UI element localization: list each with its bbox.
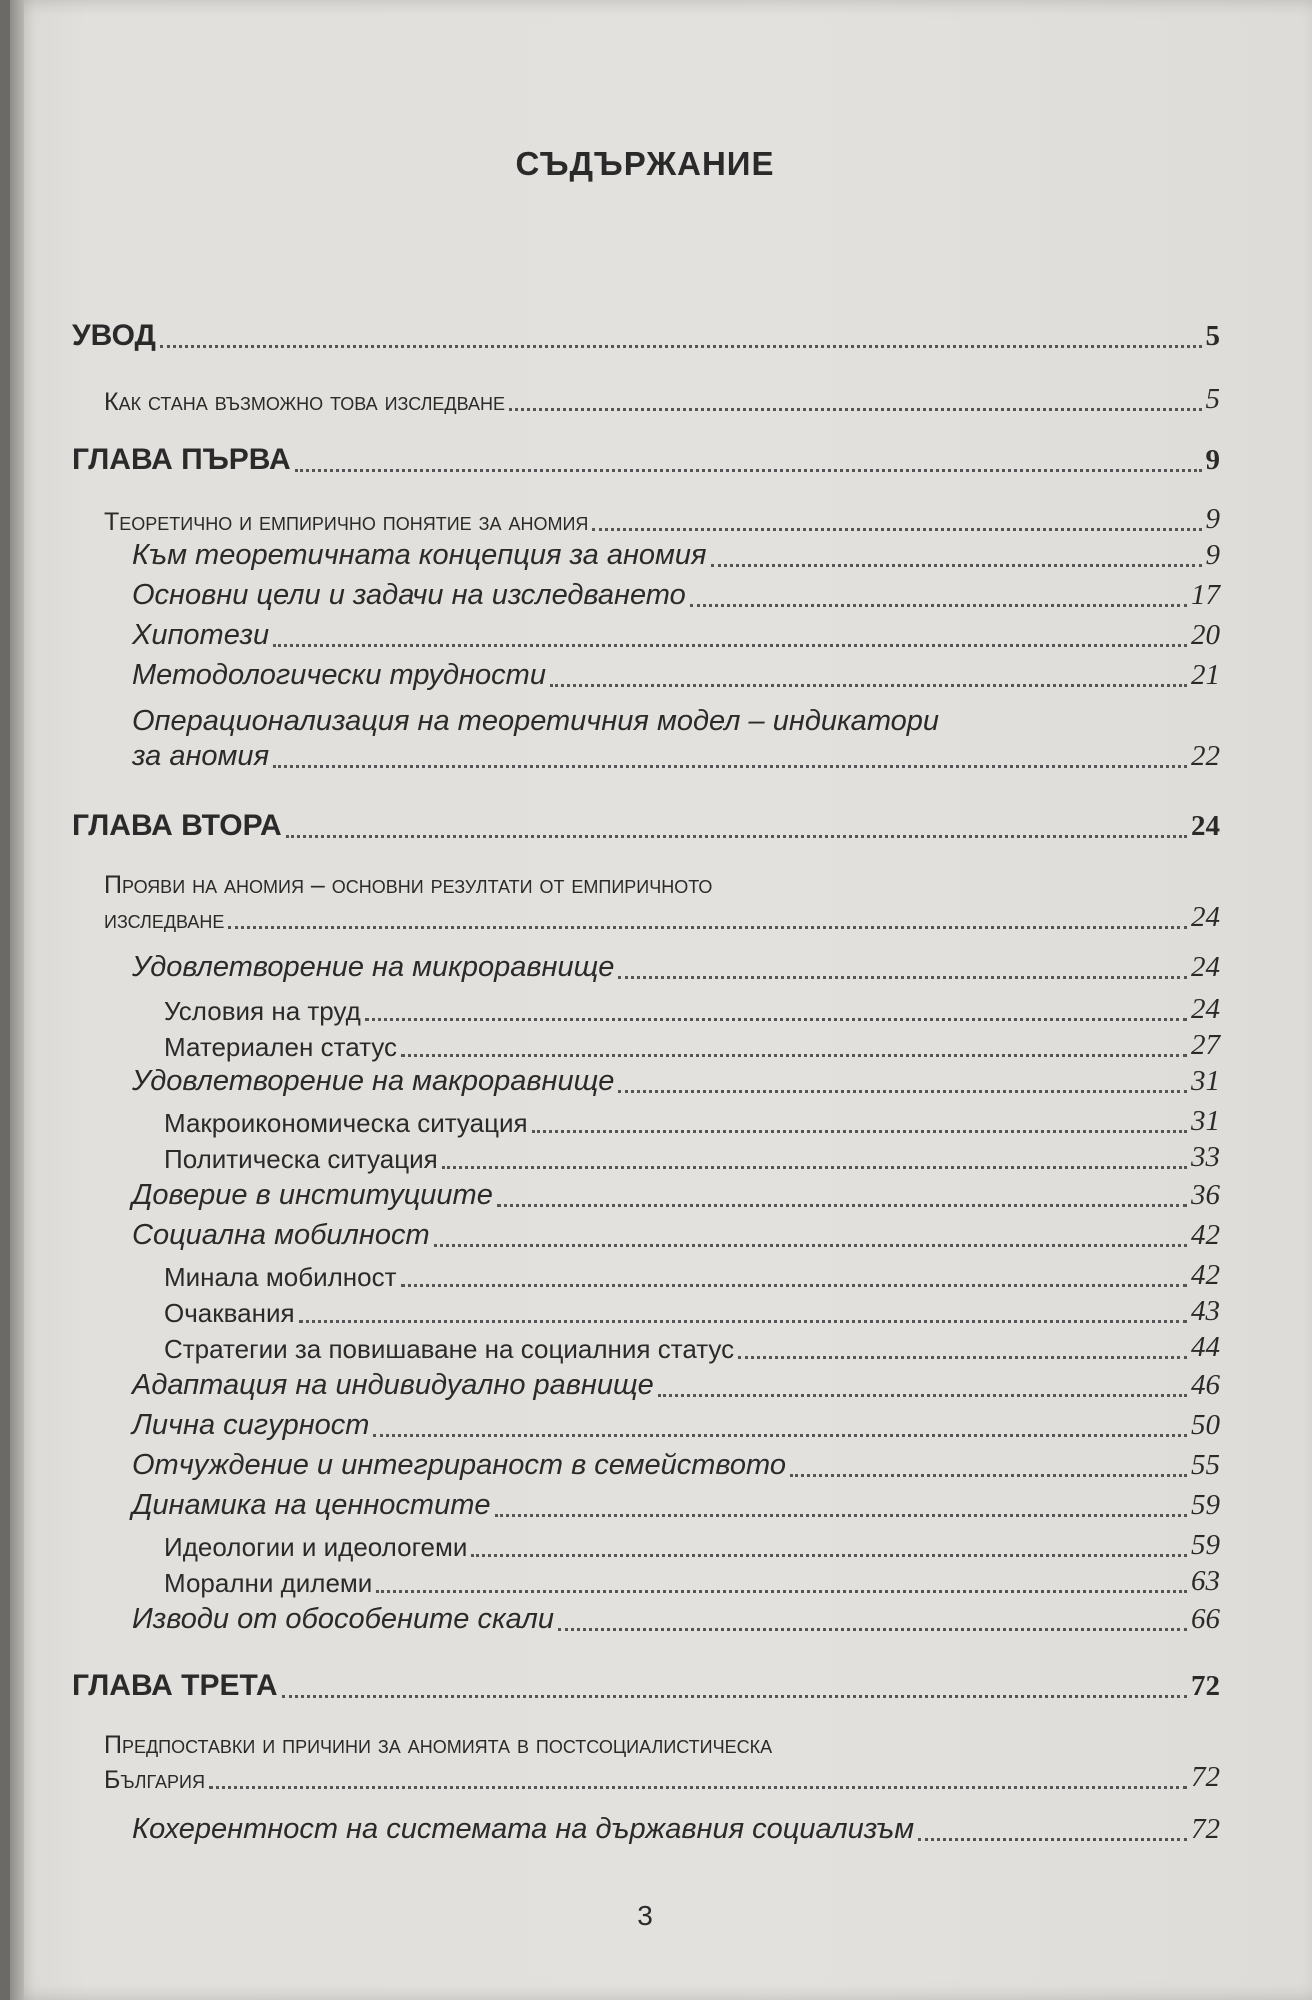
- toc-entry-title: ГЛАВА ВТОРА: [72, 809, 282, 842]
- toc-entry-title: Отчуждение и интегрираност в семейството: [132, 1449, 786, 1481]
- toc-entry-title: Удовлетворение на макроравнище: [132, 1065, 615, 1097]
- toc-subsubsection: [164, 1104, 1220, 1139]
- page-title: СЪДЪРЖАНИЕ: [515, 145, 775, 182]
- toc-subsection: [132, 1408, 1220, 1443]
- toc-page-number: 72: [1191, 1813, 1220, 1845]
- dot-leader: [790, 1474, 1187, 1477]
- toc-entry-title: Кохерентност на системата на държавния социализъм: [132, 1813, 915, 1845]
- dot-leader: [471, 1554, 1187, 1557]
- toc-page-number: 31: [1191, 1065, 1220, 1097]
- toc-entry-title: УВОД: [72, 319, 156, 352]
- toc-subsubsection: [164, 1528, 1220, 1563]
- toc-subsection: [132, 950, 1220, 985]
- dot-leader: [401, 1054, 1187, 1057]
- dot-leader: [918, 1838, 1187, 1841]
- toc-entry-title: Условия на труд: [164, 995, 361, 1026]
- book-page: [10, 0, 1312, 2000]
- toc-page-number: 59: [1191, 1529, 1220, 1561]
- toc-subsubsection: [164, 1564, 1220, 1599]
- toc-subsubsection: [164, 1258, 1220, 1293]
- toc-page-number: 50: [1191, 1409, 1220, 1441]
- toc-entry-title: Социална мобилност: [132, 1219, 430, 1251]
- toc-page-number: 27: [1191, 1029, 1220, 1061]
- dot-leader: [509, 408, 1201, 411]
- toc-entry-title: Към теоретичната концепция за аномия: [132, 539, 707, 571]
- toc-subsection: [132, 658, 1220, 693]
- dot-leader: [295, 469, 1202, 472]
- toc-entry-title: Изводи от обособените скали: [132, 1603, 554, 1635]
- toc-chapter-two: [72, 808, 1220, 844]
- toc-page-number: 9: [1205, 444, 1220, 477]
- toc-subsection: [132, 1368, 1220, 1403]
- toc-entry-title: Динамика на ценностите: [132, 1489, 491, 1521]
- toc-page-number: 24: [1191, 810, 1220, 843]
- toc-page-number: 42: [1191, 1219, 1220, 1251]
- dot-leader: [401, 1284, 1187, 1287]
- toc-entry-title: Материален статус: [164, 1031, 397, 1062]
- toc-entry-title: Хипотези: [132, 619, 270, 651]
- dot-leader: [711, 564, 1202, 567]
- dot-leader: [495, 1514, 1188, 1517]
- dot-leader: [550, 684, 1187, 687]
- toc-page-number: 33: [1191, 1141, 1220, 1173]
- toc-page-number: 5: [1205, 383, 1220, 415]
- toc-entry-title: ГЛАВА ТРЕТА: [72, 1669, 278, 1702]
- toc-entry-title: ГЛАВА ПЪРВА: [72, 443, 291, 476]
- dot-leader: [228, 926, 1187, 929]
- toc-chapter-three: [72, 1668, 1220, 1704]
- dot-leader: [690, 604, 1187, 607]
- toc-subsection: [132, 1602, 1220, 1637]
- dot-leader: [209, 1786, 1187, 1789]
- toc-page-number: 72: [1191, 1761, 1220, 1793]
- toc-subsubsection: [164, 1140, 1220, 1175]
- dot-leader: [558, 1628, 1187, 1631]
- toc-page-number: 22: [1191, 739, 1220, 772]
- toc-entry-title: Теоретично и емпирично понятие за аномия: [104, 507, 589, 536]
- toc-page-number: 24: [1191, 993, 1220, 1025]
- toc-subsection: [132, 1178, 1220, 1213]
- toc-page-number: 46: [1191, 1369, 1220, 1401]
- toc-entry-title: Морални дилеми: [164, 1567, 373, 1598]
- toc-entry-title: Стратегии за повишаване на социалния статус: [164, 1333, 735, 1364]
- toc-page-number: 55: [1191, 1449, 1220, 1481]
- dot-leader: [376, 1590, 1187, 1593]
- toc-subsubsection: [164, 992, 1220, 1027]
- dot-leader: [442, 1166, 1187, 1169]
- toc-section: [104, 1730, 1220, 1795]
- dot-leader: [592, 528, 1201, 531]
- toc-entry-title-continued: изследване: [104, 905, 225, 934]
- toc-page-number: 20: [1191, 619, 1220, 651]
- dot-leader: [373, 1434, 1187, 1437]
- dot-leader: [497, 1204, 1187, 1207]
- toc-entry-title: Операционализация на теоретичния модел – индикатори: [132, 705, 940, 737]
- dot-leader: [365, 1018, 1187, 1021]
- toc-page-number: 43: [1191, 1295, 1220, 1327]
- toc-subsubsection: [164, 1330, 1220, 1365]
- toc-entry-title: Лична сигурност: [132, 1409, 370, 1441]
- toc-page-number: 31: [1191, 1105, 1220, 1137]
- dot-leader: [532, 1130, 1187, 1133]
- toc-entry-title: Как стана възможно това изследване: [104, 387, 506, 416]
- toc-page-number: 9: [1205, 503, 1220, 535]
- toc-entry-title: Минала мобилност: [164, 1261, 397, 1292]
- toc-subsection: [132, 1448, 1220, 1483]
- toc-page-number: 72: [1191, 1670, 1220, 1703]
- toc-subsection: [132, 538, 1220, 573]
- toc-page-number: 66: [1191, 1603, 1220, 1635]
- toc-subsection: [132, 618, 1220, 653]
- toc-subsubsection: [164, 1294, 1220, 1329]
- toc-section: [104, 870, 1220, 935]
- dot-leader: [282, 1695, 1187, 1698]
- toc-section: [104, 502, 1220, 537]
- dot-leader: [618, 976, 1187, 979]
- toc-subsection: [132, 704, 1220, 774]
- dot-leader: [273, 765, 1187, 768]
- page-number: 3: [637, 1900, 653, 1931]
- toc-page-number: 44: [1191, 1331, 1220, 1363]
- toc-entry-title: Идеологии и идеологеми: [164, 1531, 468, 1562]
- toc-subsection: [132, 1488, 1220, 1523]
- toc-entry-title: Политическа ситуация: [164, 1143, 438, 1174]
- dot-leader: [434, 1244, 1187, 1247]
- dot-leader: [299, 1320, 1187, 1323]
- toc-page-number: 17: [1191, 579, 1220, 611]
- toc-entry-title: Очаквания: [164, 1297, 295, 1328]
- toc-entry-title-continued: за аномия: [132, 739, 270, 772]
- toc-entry-title: Удовлетворение на микроравнище: [132, 951, 615, 983]
- toc-entry-title: Макроикономическа ситуация: [164, 1107, 528, 1138]
- toc-entry-title: Предпоставки и причини за аномията в постсоциалистическа: [104, 1731, 773, 1759]
- toc-section: [104, 382, 1220, 417]
- toc-page-number: 63: [1191, 1565, 1220, 1597]
- dot-leader: [286, 835, 1187, 838]
- toc-subsubsection: [164, 1028, 1220, 1063]
- dot-leader: [273, 644, 1187, 647]
- toc-entry-title-continued: България: [104, 1765, 205, 1794]
- toc-page-number: 42: [1191, 1259, 1220, 1291]
- dot-leader: [618, 1090, 1187, 1093]
- toc-page-number: 59: [1191, 1489, 1220, 1521]
- toc-subsection: [132, 1218, 1220, 1253]
- toc-entry-title: Адаптация на индивидуално равнище: [132, 1369, 654, 1401]
- toc-entry-title: Методологически трудности: [132, 659, 546, 691]
- dot-leader: [160, 345, 1202, 348]
- toc-page-number: 24: [1191, 901, 1220, 933]
- toc-page-number: 36: [1191, 1179, 1220, 1211]
- toc-page-number: 9: [1205, 539, 1220, 571]
- toc-page-number: 21: [1191, 659, 1220, 691]
- toc-subsection: [132, 1064, 1220, 1099]
- dot-leader: [658, 1394, 1187, 1397]
- toc-chapter-intro: [72, 318, 1220, 354]
- toc-subsection: [132, 578, 1220, 613]
- toc-page-number: 5: [1205, 320, 1220, 353]
- dot-leader: [738, 1356, 1187, 1359]
- toc-entry-title: Доверие в институциите: [132, 1179, 493, 1211]
- toc-chapter-one: [72, 442, 1220, 478]
- toc-entry-title: Основни цели и задачи на изследването: [132, 579, 686, 611]
- toc-entry-title: Прояви на аномия – основни резултати от емпиричното: [104, 871, 713, 899]
- book-binding: [10, 0, 24, 2000]
- toc-page-number: 24: [1191, 951, 1220, 983]
- toc-subsection: [132, 1812, 1220, 1847]
